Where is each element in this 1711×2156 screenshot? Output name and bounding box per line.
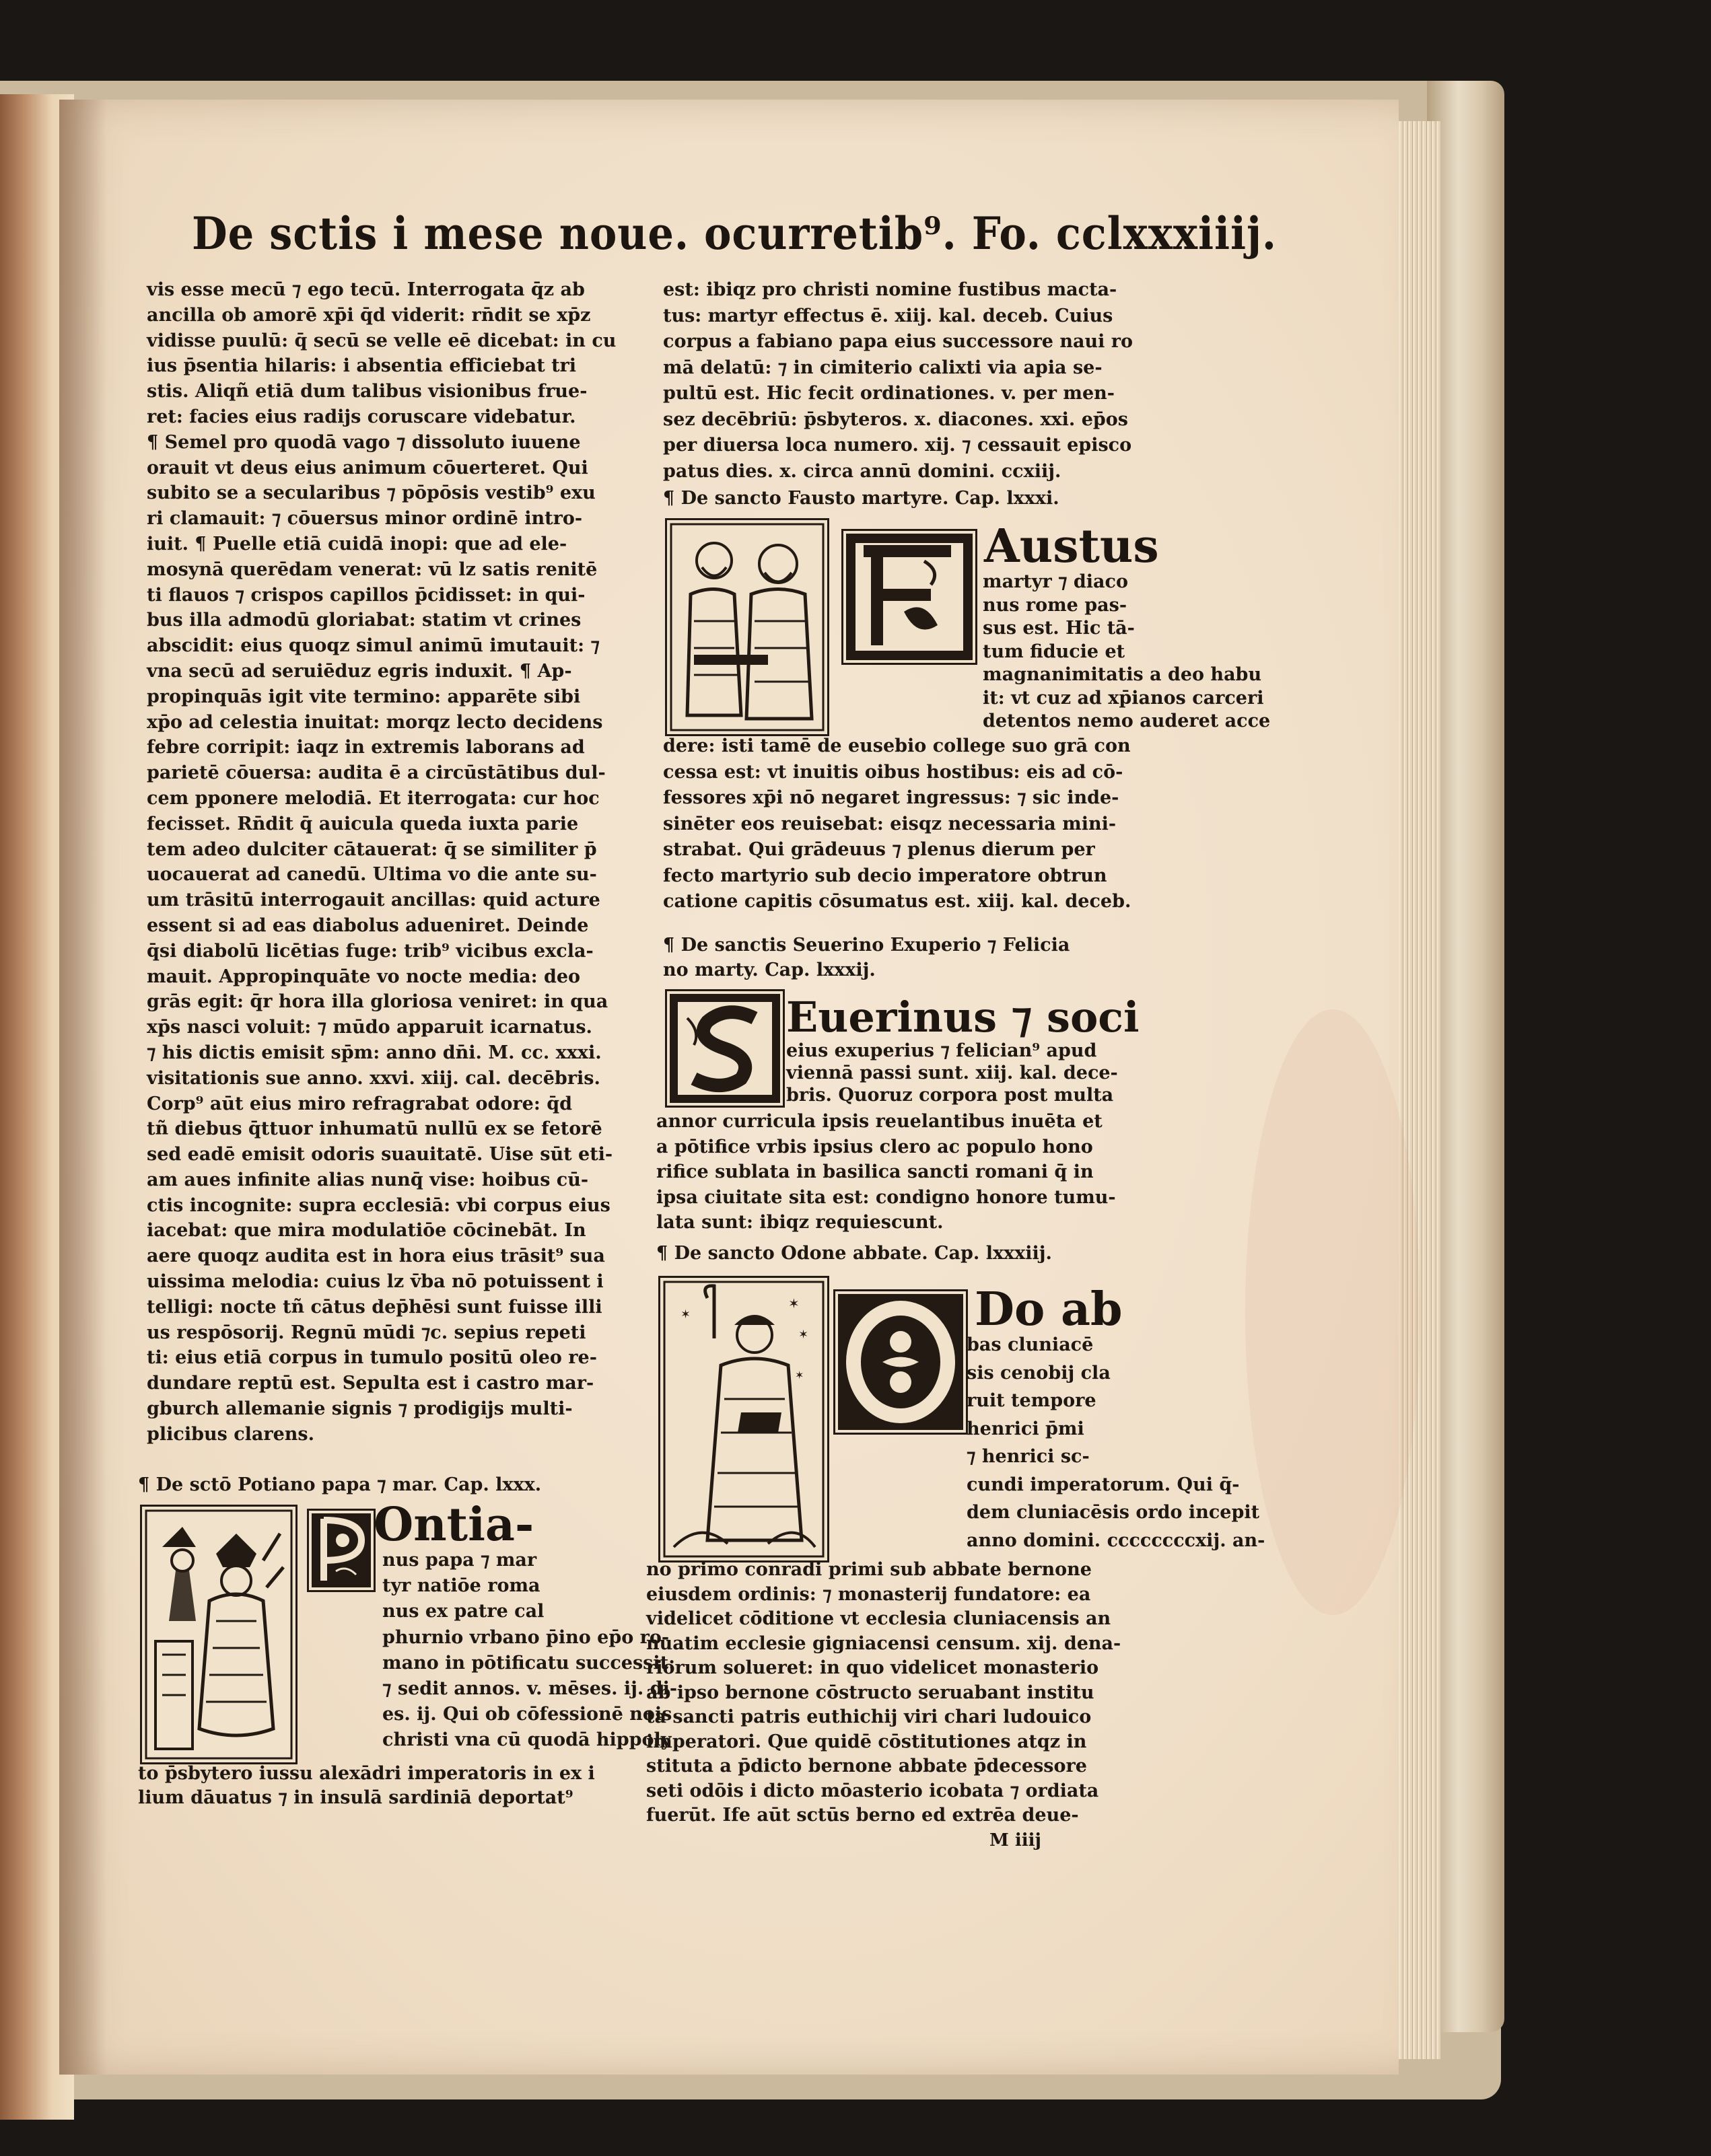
- text-line: mano in pōtificatu successit:: [382, 1652, 676, 1674]
- text-line: dere: isti tamē de eusebio college suo grā con: [663, 735, 1131, 756]
- text-line: magnanimitatis a deo habu: [983, 664, 1262, 685]
- text-line: tñ diebus q̄ttuor inhumatū nullū ex se fetorē: [147, 1118, 602, 1140]
- text-line: us respōsorij. Regnū mūdi ⁊c. sepius repeti: [147, 1322, 586, 1343]
- svg-text:✶: ✶: [798, 1328, 809, 1342]
- incipit-odo: Do ab: [975, 1283, 1123, 1336]
- text-line: pultū est. Hic fecit ordinationes. v. per men-: [663, 383, 1115, 404]
- text-line: fecisset. Rn̄dit q̄ auicula queda iuxta parie: [147, 813, 579, 834]
- text-line: rifice sublata in basilica sancti romani q̄ in: [656, 1161, 1094, 1182]
- severinus-text-beside: [786, 1040, 1150, 1106]
- text-line: xp̄o ad celestia inuitat: morqz lecto decidens: [147, 711, 603, 733]
- text-line: visitationis sue anno. xxvi. xiij. cal. decēbris.: [147, 1067, 600, 1089]
- text-line: imperatori. Que quidē cōstitutiones atqz in: [646, 1731, 1087, 1752]
- svg-text:✶: ✶: [680, 1307, 691, 1322]
- text-line: vis esse mecū ⁊ ego tecū. Interrogata q̄z ab: [147, 279, 585, 300]
- text-line: sis cenobij cla: [967, 1362, 1111, 1384]
- svg-text:✶: ✶: [788, 1295, 800, 1311]
- text-line: ret: facies eius radijs coruscare videbatur.: [147, 406, 576, 427]
- text-line: febre corripit: iaqz in extremis laborans ad: [147, 737, 585, 758]
- text-line: orauit vt deus eius animum cōuerteret. Qui: [147, 457, 588, 478]
- text-line: vna secū ad seruiēduz egris induxit. ¶ Ap-: [147, 660, 572, 682]
- paper-stain: [1245, 1009, 1420, 1615]
- text-line: grās egit: q̄r hora illa gloriosa veniret: in qua: [147, 991, 608, 1013]
- text-line: videlicet cōditione vt ecclesia cluniacensis an: [646, 1608, 1111, 1629]
- text-line: henrici p̄mi: [967, 1418, 1084, 1439]
- svg-text:✶: ✶: [795, 1369, 804, 1381]
- text-line: nus papa ⁊ mar: [382, 1550, 537, 1571]
- text-line: uocauerat ad canedū. Ultima vo die ante su-: [147, 864, 597, 886]
- text-line: fecto martyrio sub decio imperatore obtrun: [663, 865, 1107, 886]
- text-line: tyr natiōe roma: [382, 1575, 540, 1597]
- text-line: cessa est: vt inuitis oibus hostibus: eis ad cō-: [663, 761, 1123, 783]
- text-line: a pōtifice vrbis ipsius clero ac populo hono: [656, 1136, 1093, 1157]
- text-line: per diuersa loca numero. xij. ⁊ cessauit episco: [663, 435, 1132, 456]
- text-line: ctis incognite: supra ecclesiā: vbi corpus eius: [147, 1194, 610, 1216]
- text-line: q̄si diabolū licētias fuge: trib⁹ vicibus excla-: [147, 940, 594, 962]
- signature-mark: M iiij: [989, 1830, 1041, 1850]
- text-line: es. ij. Qui ob cōfessionē nois: [382, 1704, 672, 1725]
- text-line: sez decēbriū: p̄sbyteros. x. diacones. xxi. ep̄os: [663, 408, 1128, 430]
- text-line: bris. Quoruz corpora post multa: [786, 1085, 1114, 1106]
- woodcut-odo: [658, 1276, 829, 1562]
- text-line: lata sunt: ibiqz requiescunt.: [656, 1212, 944, 1233]
- incipit-pontianus: Ontia-: [374, 1498, 534, 1552]
- text-line: no marty. Cap. lxxxij.: [663, 960, 876, 980]
- text-line: mauit. Appropinquāte vo nocte media: deo: [147, 966, 581, 987]
- text-line: iacebat: que mira modulatiōe cōcinebāt. In: [147, 1220, 586, 1242]
- text-line: eiusdem ordinis: ⁊ monasterij fundatore: ea: [646, 1583, 1091, 1605]
- text-line: no primo conradi primi sub abbate bernone: [646, 1559, 1092, 1580]
- text-line: stis. Aliqñ etiā dum talibus visionibus frue-: [147, 381, 588, 402]
- text-line: anno domini. ccccccccxij. an-: [967, 1530, 1265, 1551]
- text-line: ta sancti patris euthichij viri chari ludouico: [646, 1706, 1092, 1727]
- text-line: annor curricula ipsis reuelantibus inuēta et: [656, 1111, 1103, 1132]
- text-line: xp̄s nasci voluit: ⁊ mūdo apparuit icarnatus.: [147, 1017, 592, 1038]
- text-line: nuatim ecclesie gigniacensi censum. xij. dena-: [646, 1632, 1121, 1654]
- text-line: dundare reptū est. Sepulta est i castro mar-: [147, 1373, 594, 1394]
- text-line: ti flauos ⁊ crispos capillos p̄cidisset: in qui-: [147, 584, 586, 606]
- odo-text-beside: [967, 1331, 1265, 1554]
- text-line: Corp⁹ aūt eius miro refragrabat odore: q̄d: [147, 1093, 572, 1114]
- running-head: De sctis i mese noue. ocurretib⁹. Fo. cclxxxiiij.: [192, 207, 1277, 260]
- initial-letter-o: [833, 1289, 968, 1435]
- text-line: phurnio vrbano p̄ino ep̄o ro-: [382, 1626, 670, 1648]
- left-column-text: [147, 277, 638, 1447]
- text-line: ti: eius etiā corpus in tumulo positū oleo re-: [147, 1347, 597, 1369]
- text-line: lium dāuatus ⁊ in insulā sardiniā deportat⁹: [138, 1787, 573, 1808]
- incipit-severinus: Euerinus ⁊ soci: [786, 993, 1140, 1042]
- text-line: strabat. Qui grādeuus ⁊ plenus dierum per: [663, 839, 1095, 860]
- text-line: plicibus clarens.: [147, 1423, 315, 1445]
- text-line: riorum solueret: in quo videlicet monasterio: [646, 1657, 1099, 1678]
- text-line: subito se a secularibus ⁊ pōpōsis vestib⁹ exu: [147, 482, 596, 504]
- text-line: ⁊ sedit annos. v. mēses. ij. di-: [382, 1678, 678, 1700]
- text-line: sed eadē emisit odoris suauitatē. Uise sūt eti-: [147, 1144, 613, 1165]
- text-line: sinēter eos reuisebat: eisqz necessaria mini-: [663, 813, 1117, 834]
- text-line: gburch allemanie signis ⁊ prodigijs multi-: [147, 1398, 573, 1420]
- text-line: christi vna cū quodā hippoly: [382, 1729, 672, 1751]
- text-line: sus est. Hic tā-: [983, 618, 1135, 639]
- text-line: abscidit: eius quoqz simul animū imutauit: ⁊: [147, 635, 600, 657]
- initial-letter-s: [665, 989, 785, 1108]
- text-line: parietē cōuersa: audita ē a circūstātibus dul-: [147, 762, 606, 784]
- heading-faustus: ¶ De sancto Fausto martyre. Cap. lxxxi.: [663, 488, 1059, 509]
- text-line: propinquās igit vite termino: apparēte sibi: [147, 686, 581, 707]
- text-line: ri clamauit: ⁊ cōuersus minor ordinē intro-: [147, 508, 583, 530]
- text-line: ruit tempore: [967, 1390, 1096, 1411]
- text-line: bas cluniacē: [967, 1334, 1094, 1355]
- text-line: patus dies. x. circa annū domini. ccxiij.: [663, 460, 1061, 482]
- woodcut-faustus: [665, 518, 829, 736]
- faustus-text: [663, 733, 1151, 915]
- text-line: bus illa admodū gloriabat: statim vt crines: [147, 610, 582, 631]
- initial-letter-f: [841, 529, 977, 665]
- text-line: catione capitis cōsumatus est. xiij. kal. deceb.: [663, 891, 1131, 912]
- heading-odo: ¶ De sancto Odone abbate. Cap. lxxxiij.: [656, 1243, 1052, 1264]
- text-line: stituta a p̄dicto bernone abbate p̄decessore: [646, 1756, 1087, 1776]
- text-line: mā delatū: ⁊ in cimiterio calixti via apia se-: [663, 357, 1103, 378]
- text-line: seti odōis i dicto mōasterio icobata ⁊ ordiata: [646, 1780, 1099, 1801]
- text-line: iuit. ¶ Puelle etiā cuidā inopi: que ad ele-: [147, 533, 567, 554]
- text-line: dem cluniacēsis ordo incepit: [967, 1502, 1260, 1523]
- text-line: vidisse puulū: q̄ secū se velle eē dicebat: in cu: [147, 330, 617, 351]
- initial-letter-p: [307, 1509, 376, 1592]
- text-line: cem pponere melodiā. Et iterrogata: cur hoc: [147, 787, 600, 809]
- text-line: nus ex patre cal: [382, 1601, 545, 1622]
- incipit-faustus: Austus: [984, 519, 1159, 573]
- pontianus-text-beside: [382, 1548, 678, 1754]
- text-line: am aues infinite alias nunq̄ vise: hoibus cū-: [147, 1169, 589, 1190]
- text-line: tus: martyr effectus ē. xiij. kal. deceb. Cuius: [663, 305, 1113, 326]
- severinus-text: [656, 1109, 1151, 1235]
- text-line: martyr ⁊ diaco: [983, 571, 1128, 592]
- text-line: cundi imperatorum. Qui q̄-: [967, 1474, 1240, 1495]
- heading-severinus: [663, 933, 1151, 982]
- text-line: detentos nemo auderet acce: [983, 711, 1271, 731]
- text-line: it: vt cuz ad xp̄ianos carceri: [983, 687, 1264, 709]
- text-line: ab ipso bernone cōstructo seruabant institu: [646, 1682, 1094, 1703]
- text-line: ancilla ob amorē xp̄i q̄d viderit: rn̄dit se xp̄z: [147, 304, 591, 326]
- text-line: tem adeo dulciter cātauerat: q̄ se similiter p̄: [147, 838, 597, 860]
- text-line: aere quoqz audita est in hora eius trāsit⁹ sua: [147, 1246, 605, 1267]
- text-line: fuerūt. Ife aūt sctūs berno ed extrēa deue-: [646, 1805, 1079, 1826]
- faustus-text-beside: [983, 571, 1271, 733]
- text-line: fessores xp̄i nō negaret ingressus: ⁊ sic inde-: [663, 787, 1119, 808]
- text-line: est: ibiqz pro christi nomine fustibus macta-: [663, 279, 1117, 300]
- text-line: um trāsitū interrogauit ancillas: quid acture: [147, 890, 600, 911]
- text-line: nus rome pas-: [983, 594, 1127, 616]
- text-line: essent si ad eas diabolus adueniret. Deinde: [147, 914, 589, 936]
- text-line: corpus a fabiano papa eius successore naui ro: [663, 331, 1133, 352]
- gutter-shadow: [59, 100, 106, 2075]
- text-line: to p̄sbytero iussu alexādri imperatoris in ex i: [138, 1763, 595, 1784]
- text-line: eius exuperius ⁊ felician⁹ apud: [786, 1040, 1097, 1061]
- text-line: ipsa ciuitate sita est: condigno honore tumu-: [656, 1186, 1116, 1208]
- pontianus-text: [138, 1762, 636, 1810]
- right-column-text: [663, 277, 1151, 484]
- text-line: ⁊ his dictis emisit sp̄m: anno dn̄i. M. cc. xxxi.: [147, 1042, 602, 1063]
- text-line: telligi: nocte tñ cātus dep̄hēsi sunt fuisse illi: [147, 1296, 602, 1318]
- odo-text: [646, 1558, 1151, 1828]
- text-line: ius p̄sentia hilaris: i absentia efficiebat tri: [147, 355, 577, 377]
- text-line: mosynā querēdam venerat: vū lz satis renitē: [147, 559, 598, 580]
- text-line: ¶ Semel pro quodā vago ⁊ dissoluto iuuene: [147, 431, 581, 453]
- text-line: viennā passi sunt. xiij. kal. dece-: [786, 1063, 1118, 1083]
- text-line: tum fiducie et: [983, 641, 1125, 662]
- text-line: ⁊ henrici sc-: [967, 1446, 1090, 1467]
- woodcut-pontianus: [140, 1505, 298, 1764]
- heading-pontianus: ¶ De sctō Potiano papa ⁊ mar. Cap. lxxx.: [138, 1474, 542, 1495]
- text-line: uissima melodia: cuius lz v̄ba nō potuissent i: [147, 1271, 604, 1293]
- text-line: ¶ De sanctis Seuerino Exuperio ⁊ Felicia: [663, 935, 1070, 956]
